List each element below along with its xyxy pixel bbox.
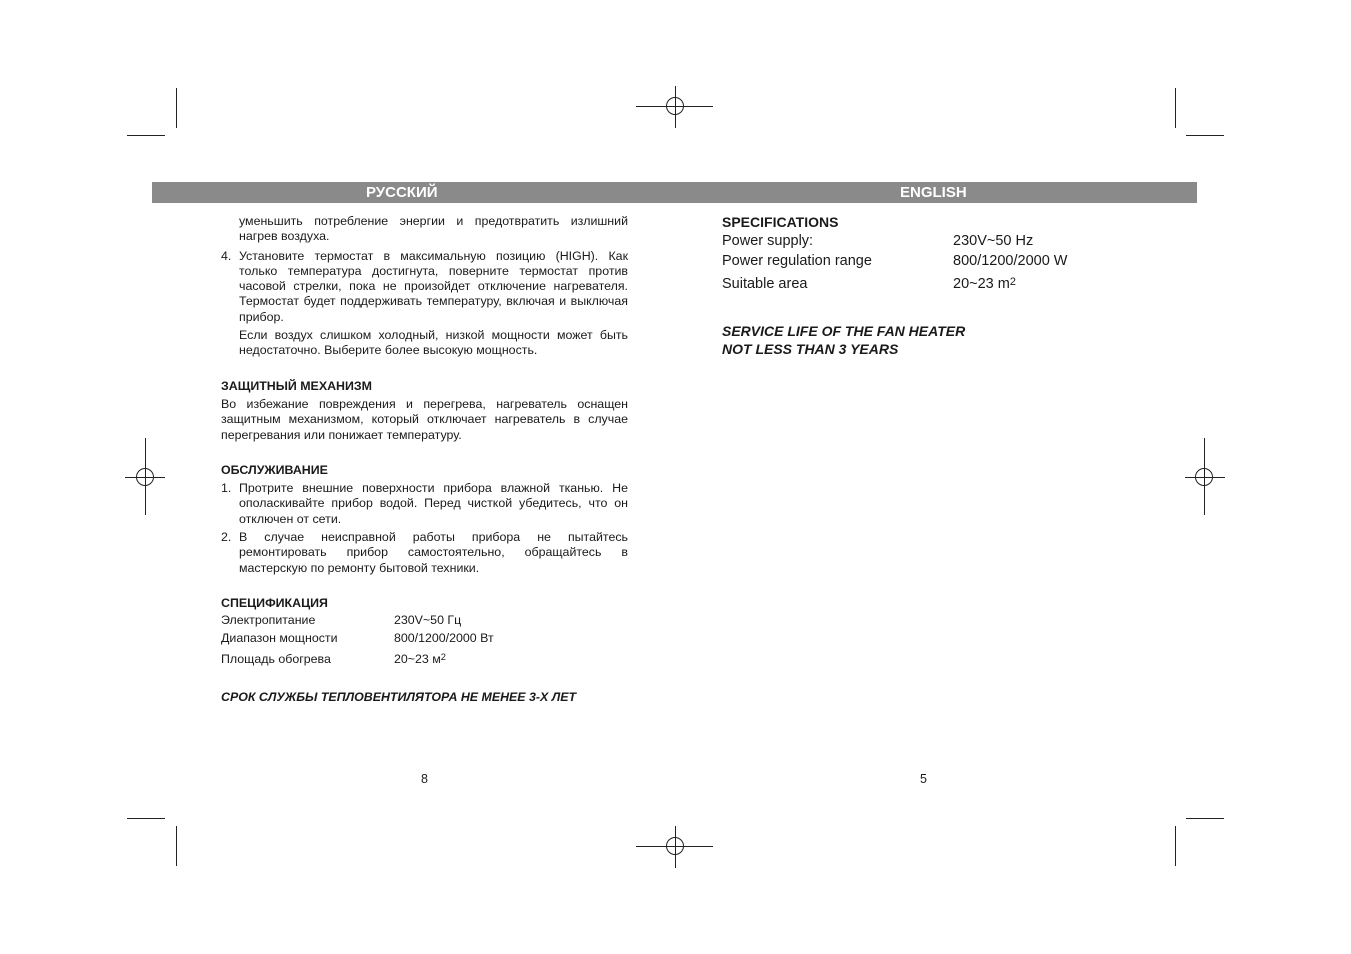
list-item-text: Протрите внешние поверхности прибора влажной тканью. Не ополаскивайте прибор водой. Перед чисткой убедитесь, что он отключен от сети. bbox=[239, 481, 628, 526]
header-title-english: ENGLISH bbox=[900, 184, 967, 201]
service-life-note: СРОК СЛУЖБЫ ТЕПЛОВЕНТИЛЯТОРА НЕ МЕНЕЕ 3-Х ЛЕТ bbox=[221, 690, 577, 705]
list-item-number: 4. bbox=[221, 248, 232, 263]
continued-paragraph: уменьшить потребление энергии и предотвратить излишний нагрев воздуха. bbox=[239, 214, 628, 244]
crop-mark bbox=[1175, 826, 1176, 866]
spec-row bbox=[221, 631, 628, 649]
crop-mark bbox=[1175, 88, 1176, 128]
spec-table bbox=[722, 233, 1142, 296]
spec-value: 230V~50 Hz bbox=[953, 233, 1034, 249]
spec-label: Power regulation range bbox=[722, 253, 872, 269]
crop-mark bbox=[127, 135, 165, 136]
spec-value: 20~23 $м^2$ bbox=[394, 652, 446, 667]
crop-mark bbox=[127, 818, 165, 819]
page-number-left: 8 bbox=[421, 772, 428, 786]
spec-table bbox=[221, 613, 628, 670]
spec-label: Диапазон мощности bbox=[221, 631, 338, 646]
section-title-specifications: SPECIFICATIONS bbox=[722, 214, 839, 230]
spec-row bbox=[722, 233, 1142, 253]
section-title-specification: СПЕЦИФИКАЦИЯ bbox=[221, 595, 328, 610]
spec-value: 800/1200/2000 W bbox=[953, 253, 1068, 269]
header-title-russian: РУССКИЙ bbox=[366, 184, 438, 201]
crop-mark bbox=[176, 88, 177, 128]
list-item-text: В случае неисправной работы прибора не пытайтесь ремонтировать прибор самостоятельно, обращайтесь в мастерскую по ремонту бытовой техники. bbox=[239, 530, 628, 575]
english-column bbox=[722, 214, 1142, 358]
crop-mark bbox=[176, 826, 177, 866]
section-title-protection: ЗАЩИТНЫЙ МЕХАНИЗМ bbox=[221, 378, 372, 393]
russian-column bbox=[221, 214, 628, 706]
list-item-number: 2. bbox=[221, 530, 232, 545]
spec-label: Площадь обогрева bbox=[221, 652, 331, 667]
section-title-maintenance: ОБСЛУЖИВАНИЕ bbox=[221, 462, 328, 477]
spec-label: Power supply: bbox=[722, 233, 814, 249]
list-item bbox=[221, 249, 628, 325]
list-item-text: Установите термостат в максимальную позицию (HIGH). Как только температура достигнута, поверните термостат против часовой стрелки, пока не произойдет отключение нагревателя. Термостат будет поддерживать температуру, включая и выключая прибор. bbox=[239, 248, 628, 324]
list-item bbox=[221, 481, 628, 527]
spec-label: Электропитание bbox=[221, 613, 316, 628]
crop-mark bbox=[1186, 135, 1224, 136]
spec-value: 800/1200/2000 Вт bbox=[394, 631, 494, 646]
crop-mark bbox=[1186, 818, 1224, 819]
list-item bbox=[221, 530, 628, 576]
spec-row bbox=[722, 276, 1142, 296]
superscript: 2 bbox=[440, 652, 446, 663]
protection-text: Во избежание повреждения и перегрева, нагреватель оснащен защитным механизмом, который отключает нагреватель в случае перегревания или понижает температуру. bbox=[221, 396, 628, 442]
language-header-bar bbox=[152, 182, 1197, 203]
spec-row bbox=[221, 613, 628, 631]
spec-row bbox=[722, 253, 1142, 273]
list-item-number: 1. bbox=[221, 481, 232, 496]
list-item-note: Если воздух слишком холодный, низкой мощности может быть недостаточно. Выберите более высокую мощность. bbox=[239, 328, 628, 358]
spec-label: Suitable area bbox=[722, 276, 808, 292]
service-life-line-2: NOT LESS THAN 3 YEARS bbox=[722, 341, 899, 357]
page-number-right: 5 bbox=[920, 772, 927, 786]
spec-row bbox=[221, 652, 628, 670]
superscript: 2 bbox=[1009, 275, 1016, 288]
spec-value: 230V~50 Гц bbox=[394, 613, 462, 628]
service-life-line-1: SERVICE LIFE OF THE FAN HEATER bbox=[722, 323, 966, 339]
spec-value: 20~23 $m^2$ bbox=[953, 275, 1016, 292]
